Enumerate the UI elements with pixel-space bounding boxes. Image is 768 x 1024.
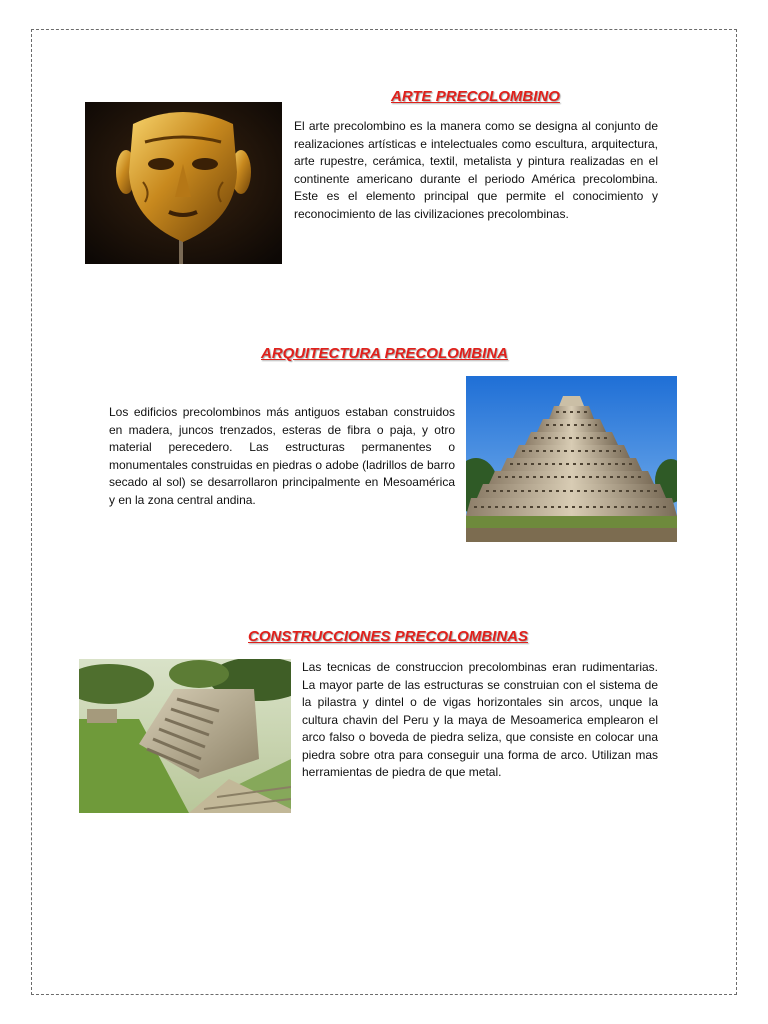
maya-ruins-image xyxy=(79,659,291,813)
section-title-arte: ARTE PRECOLOMBINO xyxy=(391,88,560,105)
section-text-construcciones: Las tecnicas de construccion precolombinas eran rudimentarias. La mayor parte de las estructuras se construian con el sistema de la pilastra y dintel o de vigas horizontales sin arcos, unque la cultura chavin del Peru y la maya de Mesoamerica emplearon el arco falso o boveda de piedra seliza, que consiste en colocar una piedra sobre otra para conseguir una forma de arco. Utilizan mas herramientas de piedra de que metal. xyxy=(302,660,658,779)
section-text-arquitectura: Los edificios precolombinos más antiguos estaban construidos en madera, juncos trenzados, esteras de fibra o paja, y otro material perecedero. Las estructuras permanentes o monumentales construidas en piedras o adobe (ladrillos de barro secado al sol) se desarrollaron principalmente en Mesoamérica y en la zona central andina. xyxy=(109,405,455,507)
golden-mask-image xyxy=(85,102,282,264)
section-title-construcciones: CONSTRUCCIONES PRECOLOMBINAS xyxy=(248,628,529,645)
section-text-arte: El arte precolombino es la manera como se designa al conjunto de realizaciones artísticas e intelectuales como escultura, arquitectura, arte rupestre, cerámica, textil, metalista y pintura realizadas en el continente americano durante el periodo América precolombina. Este es el elemento principal que permite el conocimiento y reconocimiento de las civilizaciones precolombinas. xyxy=(294,119,658,221)
section-title-arquitectura: ARQUITECTURA PRECOLOMBINA xyxy=(261,345,508,362)
stepped-pyramid-image xyxy=(466,376,677,542)
